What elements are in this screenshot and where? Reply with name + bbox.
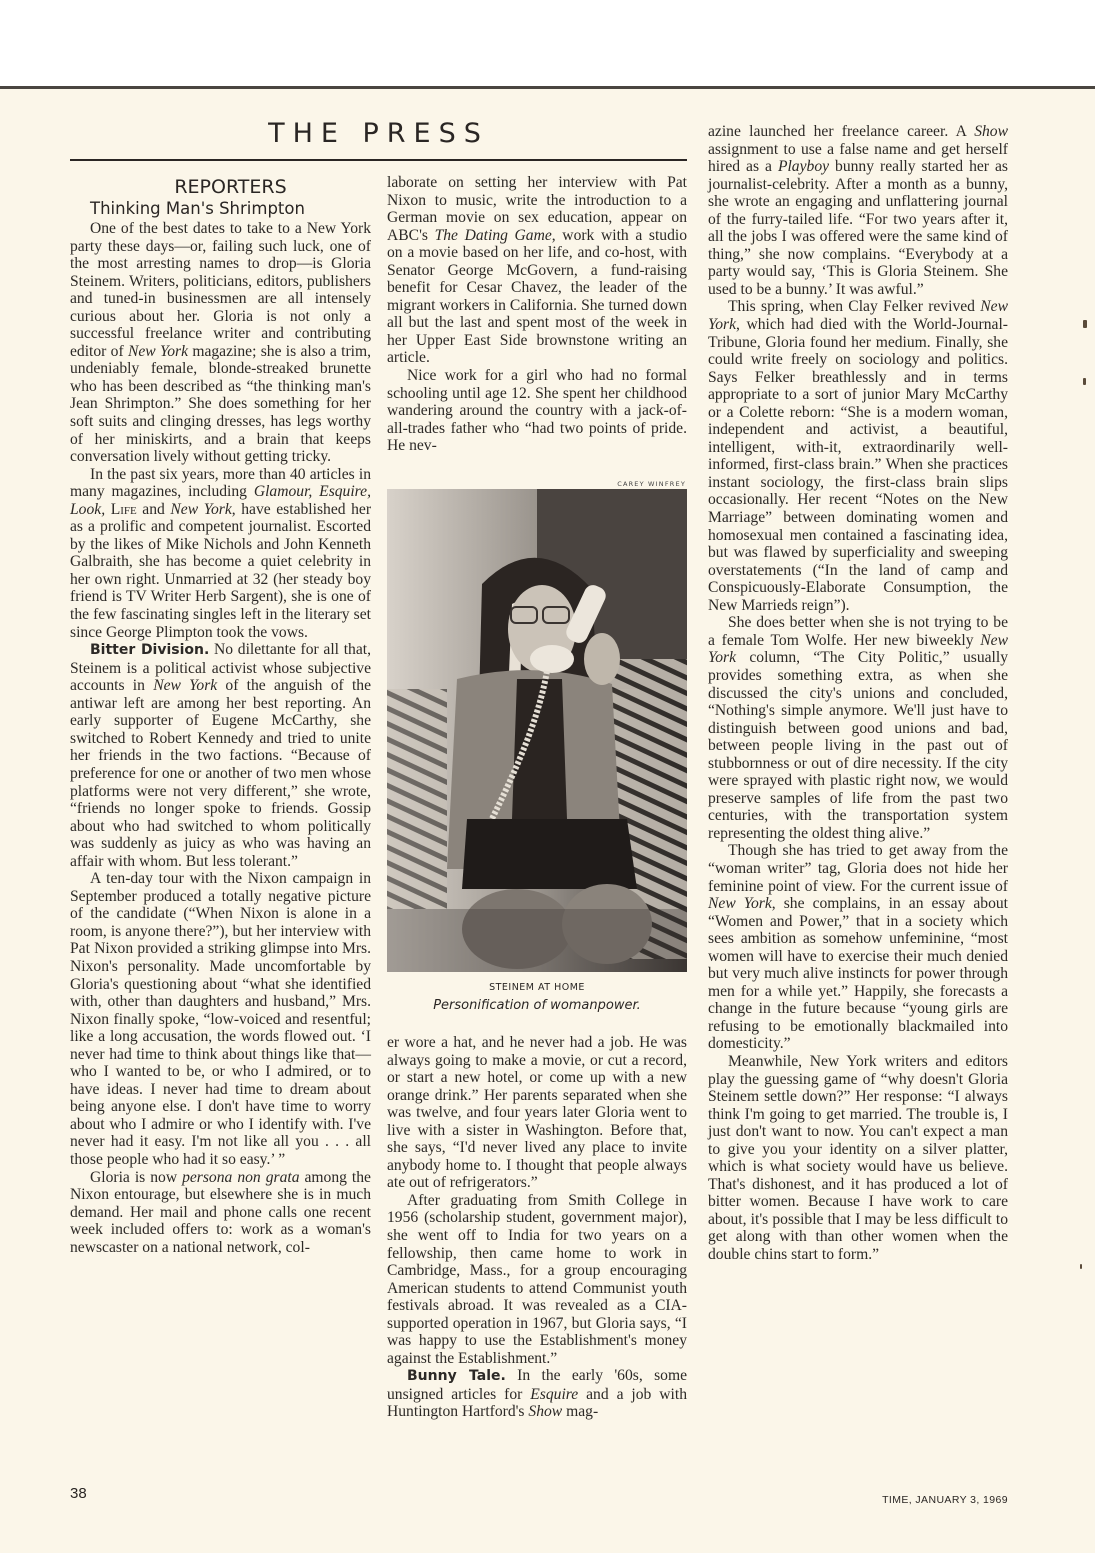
paragraph: Meanwhile, New York writers and editors play the guessing game of “why doesn't Gloria Steinem settle down?” Her response: “I always think I'm going to get married. The trouble is, I just don't want to now. You can't expect a man to give you your identity on a silver platter, which is what society would have us believe. That's dishonest, and it has produced a lot of bitter women. Because I have work to care about, it's possible that I may be less difficult to get along with than other women when the double chins start to form.” <box>708 1052 1008 1263</box>
photo-caption-title: STEINEM AT HOME <box>489 982 585 993</box>
paragraph: Gloria is now persona non grata among the Nixon entourage, but elsewhere she is in much demand. Her mail and phone calls one recent week included offers to: work as a woman's newscaster on a national network, col- <box>70 1168 371 1256</box>
photo-credit: CAREY WINFREY <box>617 480 686 488</box>
paragraph: This spring, when Clay Felker revived New York, which had died with the World-Journal-Tribune, Gloria found her medium. Finally, she could write freely on sociology and politics. Says Felker breathlessly and in terms appropriate to a sort of junior Mary McCarthy or a Colette reborn: “She is a modern woman, independent and activist, a beautiful, intelligent, with-it, extraordinarily well-informed, first-class brain.” When she practices instant sociology, the first-class brain slips occasionally. Her recent “Notes on the New Marriage” between dominating women and homosexual men contained a fascinating idea, but was flawed by superficiality and sweeping overstatements (“In the land of camp and Conspicuously-Elaborate Consumption, the New Marrieds reign”). <box>708 298 1008 614</box>
paragraph: Bitter Division. No dilettante for all that, Steinem is a political activist whose subjective accounts in New York of the anguish of the antiwar left are among her best reporting. An early supporter of Eugene McCarthy, she switched to Robert Kennedy and tried to unite her friends in the two factions. “Because of preference for one or another of two men whose platforms were not very different,” she wrote, “friends no longer spoke to friends. Gossip about who had switched to whom politically was suddenly as juicy as who was having an affair with whom. But less tolerant.” <box>70 641 371 870</box>
issue-dateline: TIME, JANUARY 3, 1969 <box>882 1494 1008 1506</box>
print-speck <box>1080 1264 1082 1269</box>
subhead: Bunny Tale. <box>407 1368 506 1385</box>
paragraph: In the past six years, more than 40 articles in many magazines, including Glamour, Esquire, Look, Life and New York, have established her as a prolific and competent journalist. Escorted by the likes of Mike Nichols and John Kenneth Galbraith, she has become a quiet celebrity in her own right. Unmarried at 32 (her steady boy friend is TV Writer Herb Sargent), she is one of the few fascinating singles left in the literary set since George Plimpton took the vows. <box>70 465 372 641</box>
subhead: Bitter Division. <box>90 642 210 659</box>
photo-caption-subtitle: Personification of womanpower. <box>433 998 641 1013</box>
section-heading: THE PRESS <box>268 118 489 149</box>
print-speck <box>1083 378 1086 385</box>
kicker: REPORTERS <box>174 176 287 198</box>
paragraph: Though she has tried to get away from the “woman writer” tag, Gloria does not hide her feminine point of view. For the current issue of New York, she complains, in an essay about “Women and Power,” that in a society which sees ambition as somehow unfeminine, “most women will have to exercise their much denied but very much alive instincts for power through men for a while yet.” Happily, she forecasts a change in the future because “young girls are refusing to be emotionally blackmailed into domesticity.” <box>708 842 1008 1053</box>
photo-image <box>387 489 687 972</box>
paragraph: One of the best dates to take to a New York party these days—or, failing such luck, one of the most arresting names to drop—is Gloria Steinem. Writers, politicians, editors, publishers and tuned-in businessmen are all intensely curious about her. Gloria is not only a successful freelance writer and contributing editor of New York magazine; she is also a trim, undeniably female, blonde-streaked brunette who has been described as “the thinking man's Jean Shrimpton.” She does something for her soft suits and clinging dresses, has legs worthy of her miniskirts, and a brain that keeps conversation lively without getting tricky. <box>70 220 372 466</box>
paragraph: Bunny Tale. In the early '60s, some unsigned articles for Esquire and a job with Huntington Hartford's Show mag- <box>387 1367 687 1421</box>
section-rule <box>70 159 687 161</box>
column-1 <box>70 176 371 1256</box>
paragraph: Nice work for a girl who had no formal schooling until age 12. She spent her childhood wandering around the country with a jack-of-all-trades father who “had two points of pride. He nev- <box>387 367 687 455</box>
column-3 <box>708 123 1008 1264</box>
paragraph: She does better when she is not trying to be a female Tom Wolfe. Her new biweekly New York column, “The City Politic,” usually provides something extra, as when she discussed the city's unions and concluded, “Nothing's simple anymore. We'll just have to distinguish between good unions and bad, between people living in the past out of stubbornness or out of dire necessity. If the city were sprayed with plastic right now, we would preserve samples of life from the past two centuries, with the transportation system representing the oldest thing alive.” <box>708 614 1008 842</box>
paragraph: azine launched her freelance career. A Show assignment to use a false name and get herself hired as a Playboy bunny really started her as journalist-celebrity. After a month as a bunny, she wrote an engaging and unflattering journal of the furry-tailed life. “For two years after it, all the jobs I was offered were the same kind of thing,” she now complains. “Everybody at a party would say, ‘This is Gloria Steinem. She used to be a bunny.’ It was awful.” <box>708 123 1008 298</box>
paragraph: A ten-day tour with the Nixon campaign in September produced a totally negative picture of the candidate (“When Nixon is alone in a room, is anyone there?”), but her interview with Pat Nixon provided a striking glimpse into Mrs. Nixon's personality. Made uncomfortable by Gloria's questioning about “what she identified with, other than daughters and husband,” Mrs. Nixon finally spoke, “low-voiced and resentful; like a long accusation, the words flowed out. ‘I never had time to think about things like that—who I wanted to be, or who I admired, or to have ideas. I never had time to dream about being anyone else. I don't have time to worry about who I admire or who I identify with. I've never had it easy. I'm not like all you . . . all those people who had it so easy.’ ” <box>70 870 371 1168</box>
column-2-top <box>387 174 687 455</box>
column-2-bottom <box>387 1034 687 1421</box>
page-number: 38 <box>70 1485 87 1502</box>
paragraph: er wore a hat, and he never had a job. He was always going to make a movie, or cut a record, or start a new hotel, or come up with a new orange drink.” Her parents separated when she was twelve, and four years later Gloria went to live with a sister in Washington. Before that, she says, “I'd never lived any place to invite anybody home to. I thought that people always ate out of refrigerators.” <box>387 1034 687 1192</box>
print-speck <box>1083 320 1087 328</box>
headline: Thinking Man's Shrimpton <box>90 199 305 218</box>
paragraph: After graduating from Smith College in 1956 (scholarship student, government major), she went off to India for two years on a fellowship, then came home to work in Cambridge, Mass., for a group encouraging American students to attend Communist youth festivals abroad. It was revealed as a CIA-supported operation in 1967, but Gloria says, “I was happy to use the Establishment's money against the Establishment.” <box>387 1191 687 1367</box>
photo-steinem <box>387 489 687 972</box>
paragraph: laborate on setting her interview with Pat Nixon to music, write the introduction to a German movie on sex education, appear on ABC's The Dating Game, work with a studio on a movie based on her life, and co-host, with Senator George McGovern, a fund-raising benefit for Cesar Chavez, the leader of the migrant workers in California. She turned down all but the last and spent most of the week in her Upper East Side brownstone writing an article. <box>387 174 688 367</box>
